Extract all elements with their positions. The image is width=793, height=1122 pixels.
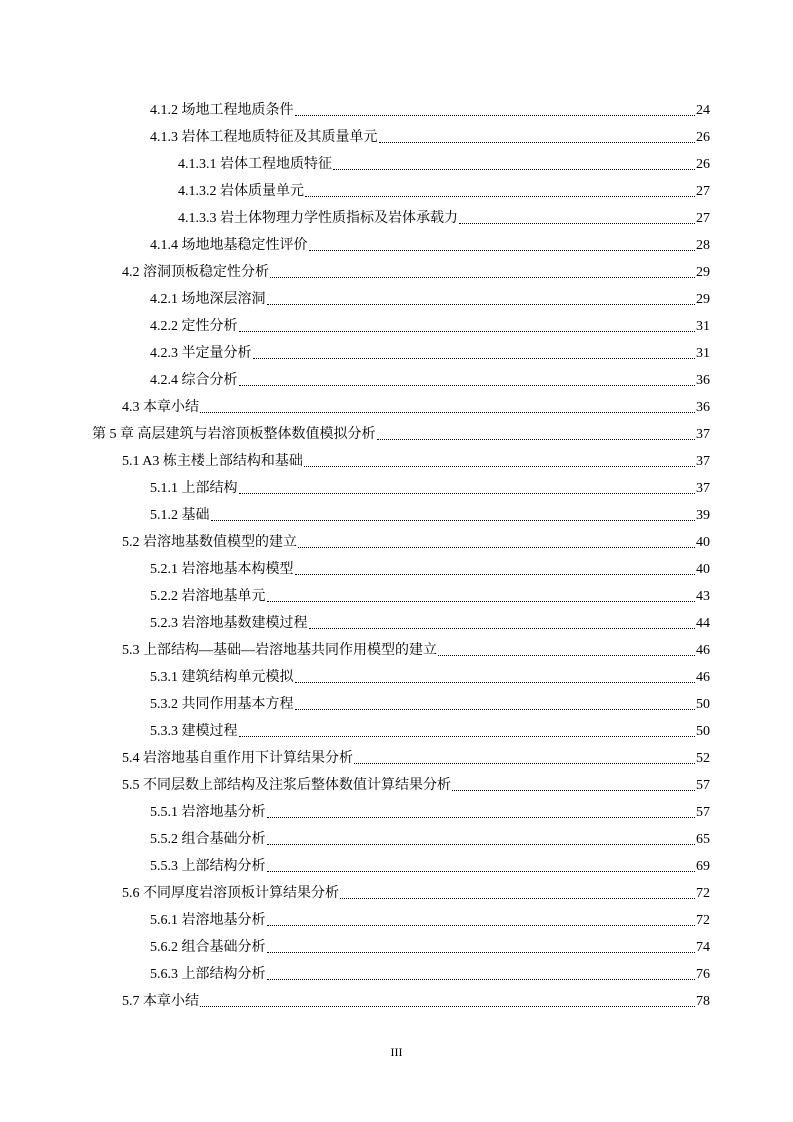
- toc-entry[interactable]: [122, 771, 710, 798]
- toc-entry[interactable]: [150, 231, 710, 258]
- toc-entry[interactable]: [150, 123, 710, 150]
- toc-entry-title: 5.4 岩溶地基自重作用下计算结果分析: [122, 751, 353, 766]
- toc-dot-leader: [340, 898, 695, 899]
- toc-dot-leader: [379, 142, 696, 143]
- toc-dot-leader: [239, 331, 696, 332]
- toc-entry-page-number: 39: [696, 508, 710, 523]
- toc-entry-title: 5.5.1 岩溶地基分析: [150, 805, 266, 820]
- toc-entry-page-number: 50: [696, 697, 710, 712]
- toc-entry-page-number: 24: [696, 103, 710, 118]
- toc-entry-title: 4.1.3.2 岩体质量单元: [178, 184, 304, 199]
- toc-entry-title: 4.2.3 半定量分析: [150, 346, 252, 361]
- toc-entry-title: 5.2.1 岩溶地基本构模型: [150, 562, 294, 577]
- toc-entry-title: 5.6.2 组合基础分析: [150, 940, 266, 955]
- toc-entry[interactable]: [122, 528, 710, 555]
- toc-entry[interactable]: [122, 447, 710, 474]
- toc-entry[interactable]: [122, 879, 710, 906]
- toc-dot-leader: [295, 115, 696, 116]
- toc-entry[interactable]: [150, 285, 710, 312]
- toc-entry[interactable]: [178, 150, 710, 177]
- toc-entry-page-number: 27: [696, 211, 710, 226]
- toc-dot-leader: [267, 844, 696, 845]
- toc-entry[interactable]: [150, 852, 710, 879]
- toc-dot-leader: [239, 493, 696, 494]
- toc-dot-leader: [267, 304, 696, 305]
- toc-entry-title: 5.1 A3 栋主楼上部结构和基础: [122, 454, 303, 469]
- toc-entry-page-number: 37: [696, 454, 710, 469]
- toc-entry[interactable]: [150, 690, 710, 717]
- toc-entry[interactable]: [150, 960, 710, 987]
- toc-entry-page-number: 43: [696, 589, 710, 604]
- toc-dot-leader: [295, 574, 696, 575]
- toc-entry-page-number: 72: [696, 886, 710, 901]
- toc-dot-leader: [295, 682, 696, 683]
- toc-entry[interactable]: [150, 339, 710, 366]
- toc-entry-page-number: 69: [696, 859, 710, 874]
- toc-entry-page-number: 74: [696, 940, 710, 955]
- toc-entry-page-number: 37: [696, 427, 710, 442]
- toc-entry[interactable]: [150, 825, 710, 852]
- toc-dot-leader: [267, 817, 696, 818]
- toc-entry-page-number: 76: [696, 967, 710, 982]
- toc-entry-page-number: 31: [696, 346, 710, 361]
- toc-entry-page-number: 36: [696, 400, 710, 415]
- toc-entry[interactable]: [178, 177, 710, 204]
- toc-entry-title: 5.2.2 岩溶地基单元: [150, 589, 266, 604]
- toc-dot-leader: [295, 709, 696, 710]
- toc-entry-title: 5.3.1 建筑结构单元模拟: [150, 670, 294, 685]
- toc-entry-title: 4.1.4 场地地基稳定性评价: [150, 238, 308, 253]
- toc-entry[interactable]: [150, 312, 710, 339]
- toc-entry-page-number: 78: [696, 994, 710, 1009]
- toc-entry-title: 4.2.2 定性分析: [150, 319, 238, 334]
- toc-entry[interactable]: [150, 366, 710, 393]
- toc-entry[interactable]: [122, 636, 710, 663]
- toc-dot-leader: [377, 439, 696, 440]
- toc-entry-page-number: 26: [696, 157, 710, 172]
- toc-entry-page-number: 31: [696, 319, 710, 334]
- toc-entry[interactable]: [150, 798, 710, 825]
- toc-entry-page-number: 50: [696, 724, 710, 739]
- toc-entry-page-number: 57: [696, 805, 710, 820]
- toc-entry-page-number: 40: [696, 562, 710, 577]
- toc-entry-title: 5.1.2 基础: [150, 508, 210, 523]
- toc-entry-title: 第 5 章 高层建筑与岩溶顶板整体数值模拟分析: [92, 427, 376, 442]
- toc-dot-leader: [309, 628, 696, 629]
- toc-entry-page-number: 46: [696, 643, 710, 658]
- toc-entry[interactable]: [122, 744, 710, 771]
- toc-entry[interactable]: [150, 555, 710, 582]
- toc-entry[interactable]: [150, 96, 710, 123]
- toc-dot-leader: [270, 277, 695, 278]
- toc-entry-title: 4.1.3 岩体工程地质特征及其质量单元: [150, 130, 378, 145]
- toc-dot-leader: [452, 790, 695, 791]
- toc-entry[interactable]: [150, 933, 710, 960]
- toc-dot-leader: [459, 223, 695, 224]
- toc-entry[interactable]: [92, 420, 710, 447]
- toc-dot-leader: [267, 952, 696, 953]
- toc-entry-title: 5.5.3 上部结构分析: [150, 859, 266, 874]
- toc-entry-page-number: 36: [696, 373, 710, 388]
- toc-entry-page-number: 27: [696, 184, 710, 199]
- toc-dot-leader: [211, 520, 696, 521]
- toc-dot-leader: [309, 250, 696, 251]
- toc-dot-leader: [200, 1006, 695, 1007]
- toc-entry[interactable]: [150, 609, 710, 636]
- toc-entry-page-number: 26: [696, 130, 710, 145]
- page-number: III: [390, 1045, 403, 1059]
- toc-entry-title: 5.2 岩溶地基数值模型的建立: [122, 535, 297, 550]
- toc-dot-leader: [200, 412, 695, 413]
- toc-entry-page-number: 65: [696, 832, 710, 847]
- toc-entry-title: 5.2.3 岩溶地基数建模过程: [150, 616, 308, 631]
- toc-entry-title: 5.7 本章小结: [122, 994, 199, 1009]
- toc-entry-title: 5.3.2 共同作用基本方程: [150, 697, 294, 712]
- toc-entry-page-number: 40: [696, 535, 710, 550]
- toc-dot-leader: [333, 169, 695, 170]
- toc-entry-page-number: 29: [696, 292, 710, 307]
- toc-entry[interactable]: [150, 474, 710, 501]
- toc-entry[interactable]: [122, 987, 710, 1014]
- toc-entry-title: 4.3 本章小结: [122, 400, 199, 415]
- toc-entry-title: 5.3 上部结构—基础—岩溶地基共同作用模型的建立: [122, 643, 437, 658]
- toc-entry-page-number: 44: [696, 616, 710, 631]
- toc-entry[interactable]: [150, 582, 710, 609]
- toc-dot-leader: [354, 763, 695, 764]
- toc-dot-leader: [438, 655, 695, 656]
- toc-entry-title: 5.6 不同厚度岩溶顶板计算结果分析: [122, 886, 339, 901]
- toc-entry-title: 4.1.2 场地工程地质条件: [150, 103, 294, 118]
- toc-entry[interactable]: [150, 501, 710, 528]
- toc-entry-title: 5.3.3 建模过程: [150, 724, 238, 739]
- toc-entry-page-number: 57: [696, 778, 710, 793]
- toc-dot-leader: [267, 925, 696, 926]
- toc-entry-title: 5.1.1 上部结构: [150, 481, 238, 496]
- toc-dot-leader: [304, 466, 695, 467]
- toc-entry-title: 5.5.2 组合基础分析: [150, 832, 266, 847]
- toc-entry-title: 5.5 不同层数上部结构及注浆后整体数值计算结果分析: [122, 778, 451, 793]
- toc-dot-leader: [267, 601, 696, 602]
- toc-entry-title: 4.1.3.1 岩体工程地质特征: [178, 157, 332, 172]
- toc-entry-page-number: 72: [696, 913, 710, 928]
- toc-dot-leader: [239, 385, 696, 386]
- toc-entry-title: 4.2 溶洞顶板稳定性分析: [122, 265, 269, 280]
- toc-entry[interactable]: [150, 906, 710, 933]
- toc-entry[interactable]: [150, 717, 710, 744]
- toc-entry-title: 5.6.3 上部结构分析: [150, 967, 266, 982]
- toc-entry-title: 4.2.4 综合分析: [150, 373, 238, 388]
- toc-entry[interactable]: [122, 258, 710, 285]
- toc-dot-leader: [267, 979, 696, 980]
- toc-dot-leader: [298, 547, 695, 548]
- toc-entry-title: 4.1.3.3 岩土体物理力学性质指标及岩体承载力: [178, 211, 458, 226]
- toc-entry[interactable]: [122, 393, 710, 420]
- toc-entry-page-number: 29: [696, 265, 710, 280]
- toc-entry-page-number: 37: [696, 481, 710, 496]
- toc-dot-leader: [267, 871, 696, 872]
- table-of-contents: [0, 96, 793, 1014]
- toc-entry[interactable]: [150, 663, 710, 690]
- toc-dot-leader: [253, 358, 696, 359]
- toc-entry[interactable]: [178, 204, 710, 231]
- toc-entry-page-number: 52: [696, 751, 710, 766]
- toc-entry-page-number: 46: [696, 670, 710, 685]
- toc-entry-title: 4.2.1 场地深层溶洞: [150, 292, 266, 307]
- toc-dot-leader: [305, 196, 695, 197]
- toc-entry-page-number: 28: [696, 238, 710, 253]
- toc-dot-leader: [239, 736, 696, 737]
- toc-entry-title: 5.6.1 岩溶地基分析: [150, 913, 266, 928]
